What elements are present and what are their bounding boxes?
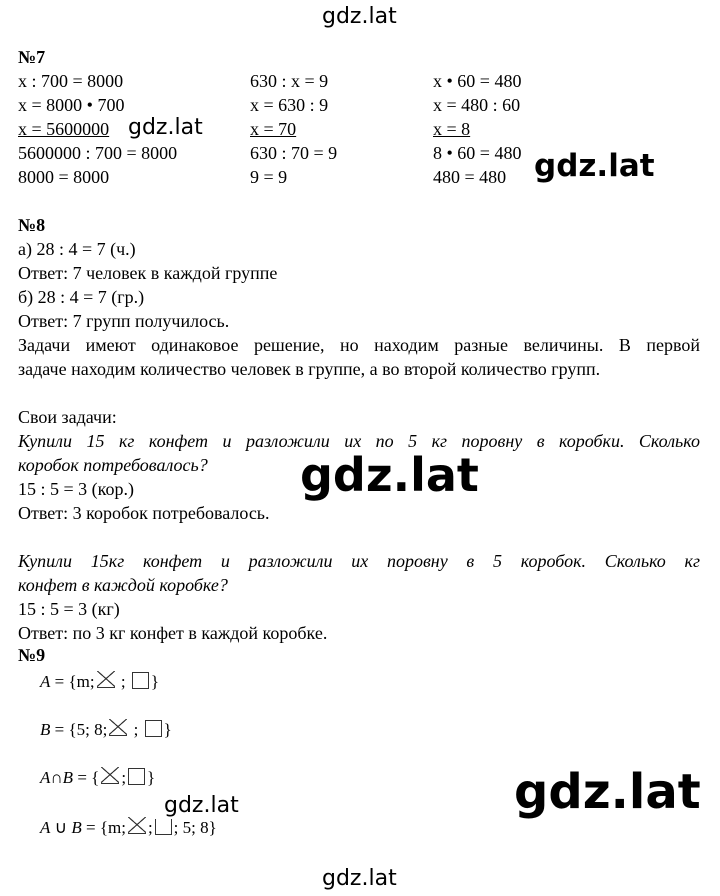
set-a-mid: ; — [116, 672, 126, 691]
watermark-bottom-right: gdz.lat — [514, 764, 701, 820]
task7-col1-line: 5600000 : 700 = 8000 — [18, 143, 178, 163]
watermark-right: gdz.lat — [534, 148, 655, 184]
union-close: ; 5; 8} — [173, 818, 217, 837]
own-tasks-title: Свои задачи: — [18, 407, 117, 427]
triangle-icon — [128, 817, 146, 834]
watermark-inline: gdz.lat — [128, 115, 203, 140]
square-icon — [145, 720, 162, 737]
set-union — [40, 816, 217, 840]
task7-col1-line: x : 700 = 8000 — [18, 71, 124, 91]
problem2-line1: Купили 15кг конфет и разложили их поровну в 5 коробок. Сколько кг — [18, 551, 700, 571]
task7-col2-line: 630 : 70 = 9 — [250, 143, 338, 163]
task8-paragraph-line1: Задачи имеют одинаковое решение, но находим разные величины. В первой — [18, 335, 700, 355]
task7-col3-line: x • 60 = 480 — [433, 71, 522, 91]
set-b — [40, 718, 172, 742]
square-icon — [128, 768, 145, 785]
set-a-open: = {m; — [50, 672, 95, 691]
triangle-icon — [109, 719, 127, 736]
set-b-var: B — [40, 720, 51, 739]
task8-line: б) 28 : 4 = 7 (гр.) — [18, 287, 145, 307]
union-var1: A — [40, 818, 51, 837]
set-b-open: = {5; 8; — [50, 720, 108, 739]
problem1-answer: Ответ: 3 коробок потребовалось. — [18, 503, 270, 523]
task7-col2-answer: x = 70 — [250, 119, 297, 139]
task8-paragraph-line2: задаче находим количество человек в группе, а во второй количество групп. — [18, 359, 601, 379]
task7-title: №7 — [18, 47, 46, 67]
problem1-solution: 15 : 5 = 3 (кор.) — [18, 479, 134, 499]
task7-col1-line: x = 8000 • 700 — [18, 95, 125, 115]
union-op: ∪ — [50, 818, 72, 837]
problem2-solution: 15 : 5 = 3 (кг) — [18, 599, 120, 619]
set-b-mid: ; — [129, 720, 139, 739]
intersection-var2: B — [62, 768, 74, 787]
set-a-close: } — [150, 672, 159, 691]
intersection-mid: ; — [121, 768, 127, 787]
intersection-open: = { — [73, 768, 100, 787]
task9-title: №9 — [18, 645, 46, 665]
task8-line: Ответ: 7 групп получилось. — [18, 311, 230, 331]
square-icon — [132, 672, 149, 689]
task7-col3-line: x = 480 : 60 — [433, 95, 521, 115]
intersection-close: } — [147, 768, 156, 787]
triangle-icon — [101, 767, 119, 784]
task7-col3-answer: x = 8 — [433, 119, 471, 139]
problem2-line2: конфет в каждой коробке? — [18, 575, 228, 595]
task7-col2-line: 9 = 9 — [250, 167, 288, 187]
intersection-var1: A — [40, 768, 51, 787]
task8-title: №8 — [18, 215, 46, 235]
task8-line: а) 28 : 4 = 7 (ч.) — [18, 239, 136, 259]
problem2-answer: Ответ: по 3 кг конфет в каждой коробке. — [18, 623, 328, 643]
watermark-bottom: gdz.lat — [322, 866, 397, 891]
union-mid: ; — [147, 818, 153, 837]
triangle-icon — [97, 671, 115, 688]
set-intersection — [40, 766, 155, 790]
task7-col2-line: x = 630 : 9 — [250, 95, 329, 115]
set-b-close: } — [163, 720, 172, 739]
problem1-line2: коробок потребовалось? — [18, 455, 208, 475]
open-square-icon — [155, 819, 172, 835]
task7-col1-line: 8000 = 8000 — [18, 167, 110, 187]
intersection-op: ∩ — [50, 768, 63, 787]
task8-line: Ответ: 7 человек в каждой группе — [18, 263, 278, 283]
task7-col3-line: 480 = 480 — [433, 167, 507, 187]
set-a-var: A — [40, 672, 51, 691]
task7-col3-line: 8 • 60 = 480 — [433, 143, 522, 163]
union-open: = {m; — [81, 818, 126, 837]
watermark-top: gdz.lat — [322, 4, 397, 29]
watermark-center: gdz.lat — [300, 448, 479, 502]
union-var2: B — [71, 818, 82, 837]
watermark-small: gdz.lat — [164, 793, 239, 818]
task7-col2-line: 630 : x = 9 — [250, 71, 329, 91]
task7-col1-answer: x = 5600000 — [18, 119, 110, 139]
problem1-line1: Купили 15 кг конфет и разложили их по 5 кг поровну в коробки. Сколько — [18, 431, 700, 451]
set-a — [40, 670, 159, 694]
